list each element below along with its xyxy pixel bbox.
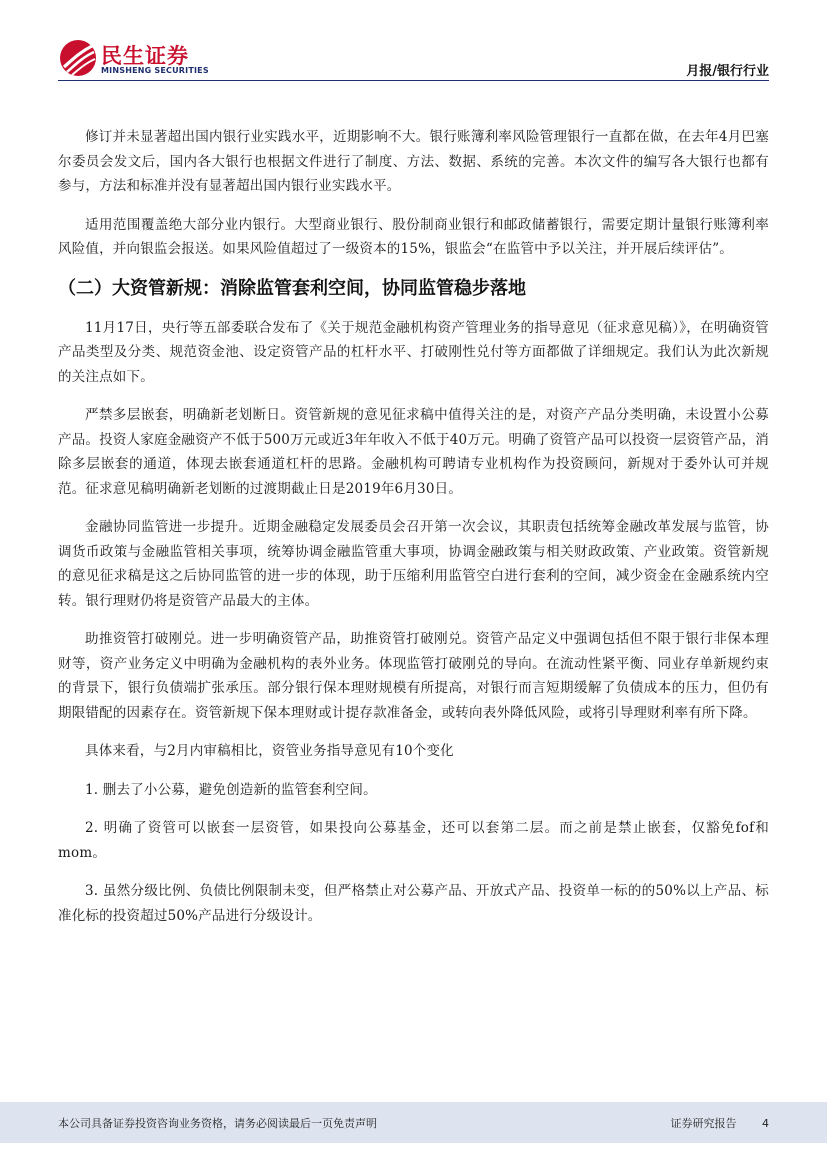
body-paragraph: 适用范围覆盖绝大部分业内银行。大型商业银行、股份制商业银行和邮政储蓄银行，需要定期计量银行账簿利率风险值，并向银监会报送。如果风险值超过了一级资本的15%，银监会“在监管中予以关注，并开展后续评估”。 [58,216,769,257]
body-paragraph: 具体来看，与2月内审稿相比，资管业务指导意见有10个变化 [85,743,454,759]
logo-emblem-icon [58,38,98,78]
report-label: 证券研究报告 [670,1117,737,1130]
body-paragraph: 金融协同监管进一步提升。近期金融稳定发展委员会召开第一次会议，其职责包括统筹金融改革发展与监管，协调货币政策与金融监管相关事项，统筹协调金融监管重大事项，协调金融政策与相关财政政策、产业政策。资管新规的意见征求稿是这之后协同监管的进一步的体现，助于压缩利用监管空白进行套利的空间，减少资金在金融系统内空转。银行理财仍将是资管产品最大的主体。 [58,519,769,609]
list-item: 3. 虽然分级比例、负债比例限制未变，但严格禁止对公募产品、开放式产品、投资单一标的的50%以上产品、标准化标的投资超过50%产品进行分级设计。 [58,883,769,924]
logo-text-cn: 民生证券 [101,44,189,68]
list-item: 1. 删去了小公募，避免创造新的监管套利空间。 [85,781,377,798]
footer-disclaimer: 本公司具备证券投资咨询业务资格，请务必阅读最后一页免责声明 [58,1117,377,1130]
page-header [0,0,827,82]
section-heading: （二）大资管新规：消除监管套利空间，协同监管稳步落地 [58,277,526,299]
report-type-label: 月报/银行行业 [686,64,769,79]
page-footer [0,1102,827,1143]
company-logo [58,38,208,80]
header-divider [58,80,769,81]
list-item: 2. 明确了资管可以嵌套一层资管，如果投向公募基金，还可以套第二层。而之前是禁止嵌套，仅豁免fof和mom。 [58,820,769,861]
logo-text-en: MINSHENG SECURITIES [101,66,209,75]
body-paragraph: 助推资管打破刚兑。进一步明确资管产品，助推资管打破刚兑。资管产品定义中强调包括但不限于银行非保本理财等，资产业务定义中明确为金融机构的表外业务。体现监管打破刚兑的导向。在流动性紧平衡、同业存单新规约束的背景下，银行负债端扩张承压。部分银行保本理财规模有所提高，对银行而言短期缓解了负债成本的压力，但仍有期限错配的因素存在。资管新规下保本理财或计提存款准备金，或转向表外降低风险，或将引导理财利率有所下降。 [58,631,769,721]
page-number: 4 [762,1117,769,1130]
document-body [58,125,769,942]
footer-right [671,1115,770,1131]
body-paragraph: 修订并未显著超出国内银行业实践水平，近期影响不大。银行账簿利率风险管理银行一直都在做，在去年4月巴塞尔委员会发文后，国内各大银行也根据文件进行了制度、方法、数据、系统的完善。本次文件的编写各大银行也都有参与，方法和标准并没有显著超出国内银行业实践水平。 [58,129,769,194]
body-paragraph: 11月17日，央行等五部委联合发布了《关于规范金融机构资产管理业务的指导意见（征求意见稿）》，在明确资管产品类型及分类、规范资金池、设定资管产品的杠杆水平、打破刚性兑付等方面都做了详细规定。我们认为此次新规的关注点如下。 [58,319,769,385]
body-paragraph: 严禁多层嵌套，明确新老划断日。资管新规的意见征求稿中值得关注的是，对资产产品分类明确，未设置小公募产品。投资人家庭金融资产不低于500万元或近3年年收入不低于40万元。明确了资管产品可以投资一层资管产品，消除多层嵌套的通道，体现去嵌套通道杠杆的思路。金融机构可聘请专业机构作为投资顾问，新规对于委外认可并规范。征求意见稿明确新老划断的过渡期截止日是2019年6月30日。 [58,407,769,497]
